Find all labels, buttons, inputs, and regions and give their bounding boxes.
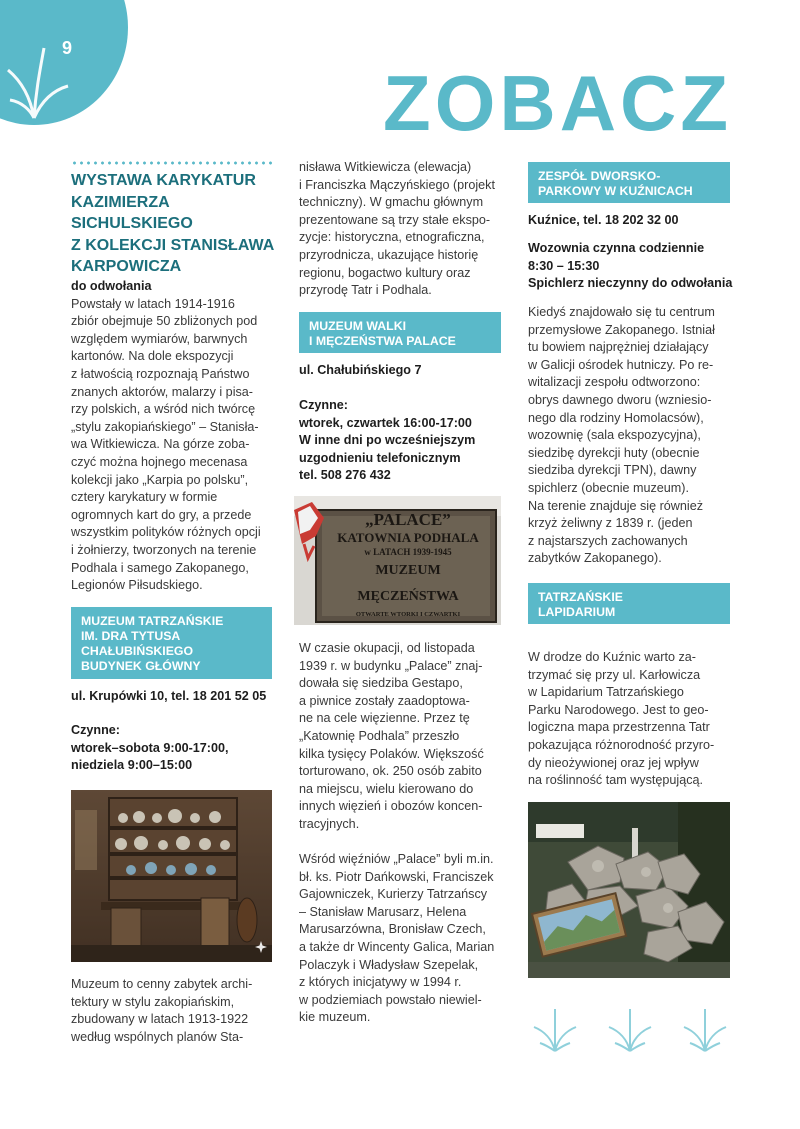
museum-tatra-text-continued — [299, 159, 509, 300]
text-line: Legionów Piłsudskiego. — [71, 578, 203, 593]
text-line: Podhala i samego Zakopanego, — [71, 560, 249, 575]
text-line: zabytków Zakopanego). — [528, 551, 662, 566]
text-line: tektury w stylu zakopiańskim, — [71, 994, 235, 1009]
exhibition-heading — [71, 170, 281, 278]
museum-palace-text-2 — [299, 851, 509, 1027]
text-line: Parku Narodowego. Jest to geo- — [528, 702, 709, 717]
box-title-line: BUDYNEK GŁÓWNY — [81, 659, 201, 673]
lapidarium-photo — [528, 802, 730, 978]
text-line: na roślinność tam występującą. — [528, 773, 703, 788]
exhibition-text — [71, 278, 281, 595]
text-line: a także dr Wincenty Galica, Marian — [299, 939, 495, 954]
thistle-leaf-icon — [684, 1009, 726, 1051]
heading-line: WYSTAWA KARYKATUR — [71, 172, 256, 189]
text-line: prezentowane są trzy stałe ekspo- — [299, 212, 491, 227]
museum-tatra-box — [71, 607, 272, 679]
text-line: kartonów. Na dole ekspozycji — [71, 349, 234, 364]
text-line: – Stanisław Marusarz, Helena — [299, 904, 467, 919]
box-title-line: PARKOWY W KUŹNICACH — [538, 184, 693, 198]
hours-line: Czynne: — [71, 723, 120, 737]
sign-line: OTWARTE WTORKI I CZWARTKI — [355, 611, 461, 618]
thistle-leaf-icon — [534, 1009, 576, 1051]
text-line: siedziba dyrekcji TPN), dawny — [528, 463, 697, 478]
text-line: innych więzień i obozów koncen- — [299, 799, 483, 814]
text-line: witalizacji zespołu odtworzono: — [528, 375, 701, 390]
text-line: W drodze do Kuźnic warto za- — [528, 650, 696, 664]
text-line: kie muzeum. — [299, 1010, 371, 1025]
text-line: względem wymiarów, barwnych — [71, 331, 248, 346]
text-line: tu bowiem najprężniej działający — [528, 340, 709, 355]
box-title-line: MUZEUM TATRZAŃSKIE — [81, 614, 224, 628]
text-line: dy nieożywionej oraz jej wpływ — [528, 755, 699, 770]
text-line: spichlerz (obecnie muzeum). — [528, 480, 689, 495]
museum-tatra-address: ul. Krupówki 10, tel. 18 201 52 05 — [71, 689, 267, 703]
text-line: przyrodnicza, ukazujące historię — [299, 247, 479, 262]
text-line: ne na cele więzienne. Przez tę — [299, 711, 470, 726]
text-line: kolekcji jako „Karpia po polsku”, — [71, 472, 249, 487]
text-line: Muzeum to cenny zabytek archi- — [71, 977, 253, 991]
text-line: tracyjnych. — [299, 816, 360, 831]
kuznice-box — [528, 162, 730, 203]
text-line: torturowano, ok. 250 osób zabito — [299, 764, 482, 779]
text-line: i żołnierzy, tworzonych na terenie — [71, 542, 257, 557]
text-line: z których inicjatywy w 1994 r. — [299, 975, 462, 990]
museum-palace-text — [299, 640, 509, 834]
hours-line: tel. 508 276 432 — [299, 468, 391, 483]
hours-line: wtorek–sobota 9:00-17:00, — [71, 740, 229, 755]
hours-line: W inne dni po wcześniejszym — [299, 433, 476, 448]
palace-sign-photo — [294, 496, 501, 625]
text-line: przemysłowe Zakopanego. Istniał — [528, 322, 715, 337]
text-line: obrys dawnego dworu (wzniesio- — [528, 392, 712, 407]
text-line: Na terenie znajduje się również — [528, 498, 704, 513]
hours-line: Wozownia czynna codziennie — [528, 241, 705, 255]
exhibition-dates: do odwołania — [71, 279, 152, 293]
kuznice-address: Kuźnice, tel. 18 202 32 00 — [528, 213, 679, 227]
kuznice-hours — [528, 240, 738, 293]
text-line: czyć można hojnego mecenasa — [71, 454, 248, 469]
text-line: w podziemiach powstało niewiel- — [299, 992, 482, 1007]
box-title-line: TATRZAŃSKIE — [538, 590, 623, 604]
hours-line: Czynne: — [299, 398, 348, 412]
hours-line: uzgodnieniu telefonicznym — [299, 450, 461, 465]
text-line: pokazująca różnorodność przyro- — [528, 737, 715, 752]
text-line: Wśród więźniów „Palace” byli m.in. — [299, 852, 494, 866]
box-title-line: LAPIDARIUM — [538, 605, 616, 619]
text-line: techniczny). W gmachu głównym — [299, 195, 484, 210]
text-line: wozownię (sala ekspozycyjna), — [528, 428, 701, 443]
text-line: zbudowany w latach 1913-1922 — [71, 1012, 249, 1027]
text-line: „Katownię Podhala” przeszło — [299, 728, 460, 743]
page-number: 9 — [62, 38, 73, 58]
text-line: kilka tysięcy Polaków. Większość — [299, 746, 484, 761]
museum-palace-box — [299, 312, 501, 353]
kuznice-text — [528, 304, 738, 568]
text-line: a piwnice zostały zaadoptowa- — [299, 693, 470, 708]
heading-line: KAZIMIERZA — [71, 193, 170, 211]
dotted-divider — [71, 161, 272, 165]
text-line: Polaczyk i Władysław Szepelak, — [299, 957, 479, 972]
museum-tatra-text — [71, 976, 281, 1046]
text-line: krzyż żeliwny z 1839 r. (jeden — [528, 516, 693, 531]
museum-tatra-hours — [71, 722, 281, 775]
lapidarium-text — [528, 649, 738, 790]
box-title-line: IM. DRA TYTUSA — [81, 629, 181, 643]
text-line: wa Witkiewicza. Na górze zoba- — [71, 437, 250, 452]
text-line: znanych aktorów, malarzy i pisa- — [71, 384, 253, 399]
text-line: zbiór obejmuje 50 zbliżonych pod — [71, 314, 258, 329]
thistle-leaf-icon — [609, 1009, 651, 1051]
museum-interior-photo — [71, 790, 272, 962]
text-line: Gajowniczek, Kurierzy Tatrzańscy — [299, 887, 488, 902]
text-line: ogromnych kart do gry, a przede — [71, 507, 252, 522]
text-line: „stylu zakopiańskiego” – Stanisła- — [71, 419, 259, 434]
text-line: regionu, bogactwo kultury oraz — [299, 265, 471, 280]
heading-line: SICHULSKIEGO — [71, 215, 193, 232]
text-line: W czasie okupacji, od listopada — [299, 641, 475, 655]
text-line: siedzibę dyrekcji huty (obecnie — [528, 445, 700, 460]
thistle-leaf-icon — [0, 38, 73, 120]
text-line: na miejscu, wielu kierowano do — [299, 781, 474, 796]
footer-decoration — [530, 1003, 730, 1053]
text-line: Kiedyś znajdowało się tu centrum — [528, 305, 715, 319]
sign-line: MUZEUM MĘCZEŃSTWA — [357, 563, 459, 604]
lapidarium-box — [528, 583, 730, 624]
text-line: w Galicji ośrodek hutniczy. Po re- — [528, 357, 714, 372]
box-title-line: I MĘCZEŃSTWA PALACE — [309, 334, 456, 348]
text-line: w Lapidarium Tatrzańskiego — [528, 685, 684, 700]
heading-line: KARPOWICZA — [71, 258, 182, 275]
text-line: logiczna mapa przestrzenna Tatr — [528, 720, 710, 735]
text-line: z łatwością rozpoznają Państwo — [71, 366, 250, 381]
page-title: ZOBACZ — [383, 59, 732, 147]
hours-line: Spichlerz nieczynny do odwołania — [528, 276, 733, 291]
text-line: nisława Witkiewicza (elewacja) — [299, 160, 472, 174]
text-line: Marusarzówna, Bronisław Czech, — [299, 922, 486, 937]
text-line: trzymać się przy ul. Karłowicza — [528, 667, 701, 682]
text-line: nego dla rodziny Homolacsów), — [528, 410, 704, 425]
text-line: cztery karykatury w formie — [71, 490, 218, 505]
text-line: według wspólnych planów Sta- — [71, 1029, 244, 1044]
museum-palace-hours — [299, 397, 509, 485]
heading-line: Z KOLEKCJI STANISŁAWA — [71, 236, 275, 254]
sign-line: w LATACH 1939-1945 — [364, 547, 452, 557]
text-line: dowała się siedziba Gestapo, — [299, 676, 463, 691]
text-line: z najstarszych zachowanych — [528, 533, 688, 548]
hours-line: niedziela 9:00–15:00 — [71, 758, 193, 773]
text-line: zycje: historyczna, etnograficzna, — [299, 230, 485, 245]
text-line: przyrodę Tatr i Podhala. — [299, 283, 432, 298]
sign-line: KATOWNIA PODHALA — [337, 530, 479, 545]
box-title-line: MUZEUM WALKI — [309, 319, 406, 333]
text-line: wszystkim polityków różnych opcji — [71, 525, 261, 540]
hours-line: wtorek, czwartek 16:00-17:00 — [299, 415, 472, 430]
box-title-line: CHAŁUBIŃSKIEGO — [81, 644, 194, 658]
text-line: Powstały w latach 1914-1916 — [71, 296, 235, 311]
text-line: i Franciszka Mączyńskiego (projekt — [299, 177, 495, 192]
text-line: rzy polskich, a wśród nich twórcę — [71, 402, 256, 417]
text-line: bł. ks. Piotr Dańkowski, Franciszek — [299, 869, 494, 884]
sign-line: „PALACE” — [365, 510, 451, 529]
sign-text — [324, 510, 492, 620]
compass-logo-icon — [254, 940, 268, 954]
text-line: 1939 r. w budynku „Palace” znaj- — [299, 658, 483, 673]
box-title-line: ZESPÓŁ DWORSKO- — [538, 169, 661, 183]
museum-palace-address: ul. Chałubińskiego 7 — [299, 363, 422, 377]
hours-line: 8:30 – 15:30 — [528, 258, 600, 273]
